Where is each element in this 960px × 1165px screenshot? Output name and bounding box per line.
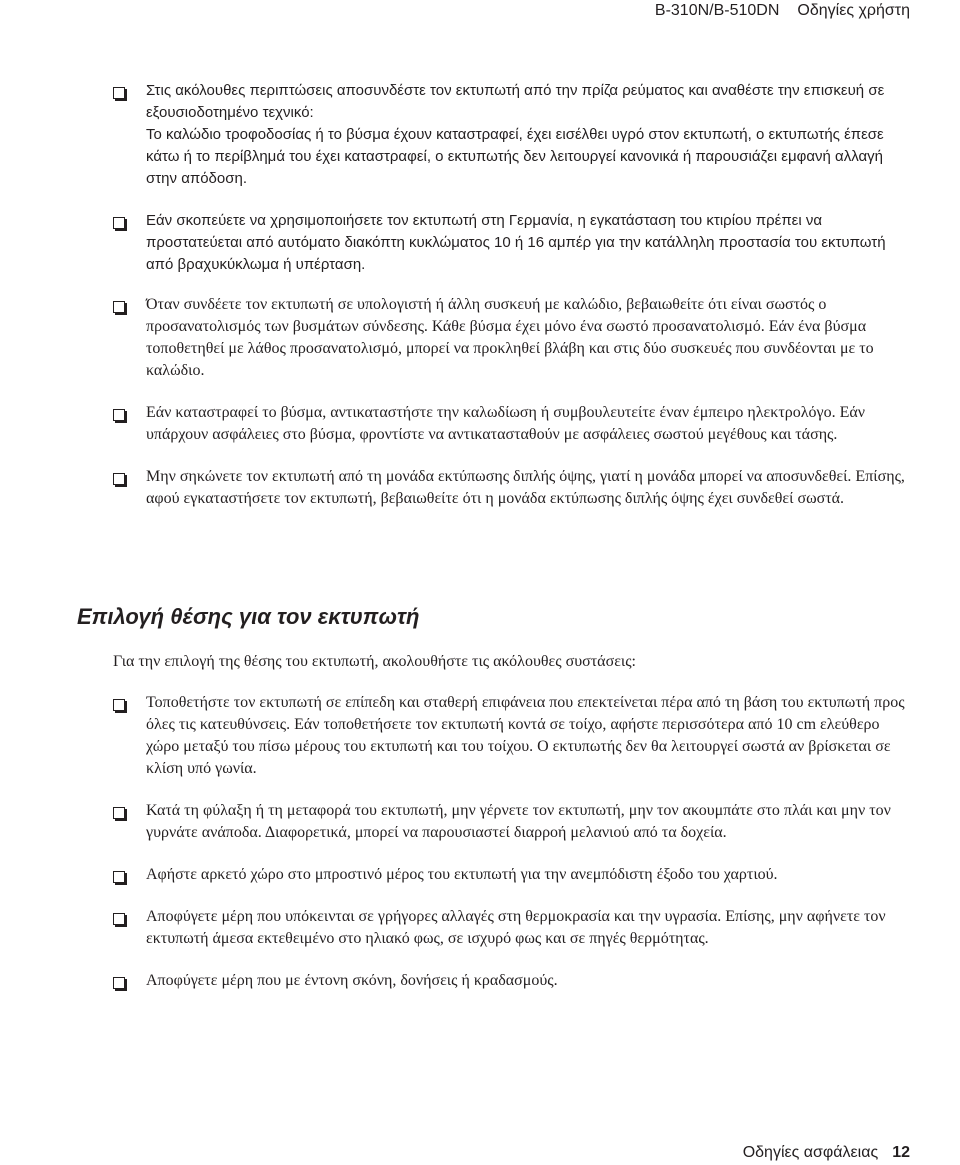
list-item-text: Μην σηκώνετε τον εκτυπωτή από τη μονάδα εκτύπωσης διπλής όψης, γιατί η μονάδα μπορεί να αποσυνδεθεί. Επίσης, αφού εγκαταστήσετε τον εκτυπωτή, βεβαιωθείτε ότι η μονάδα εκτύπωσης διπλής όψης έχει συνδεθεί σωστά. xyxy=(146,468,905,507)
checkbox-bullet-icon xyxy=(113,87,125,99)
list-item xyxy=(113,970,913,992)
list-item xyxy=(113,80,913,190)
page-header xyxy=(655,1,910,21)
page-footer xyxy=(743,1143,910,1163)
section-intro: Για την επιλογή της θέσης του εκτυπωτή, ακολουθήστε τις ακόλουθες συστάσεις: xyxy=(113,653,636,670)
list-item-text: Αποφύγετε μέρη που υπόκεινται σε γρήγορες αλλαγές στη θερμοκρασία και την υγρασία. Επίσης, μην αφήνετε τον εκτυπωτή άμεσα εκτεθειμένο στο ηλιακό φως, σε ισχυρό φως και σε πηγές θερμότητας. xyxy=(146,908,886,947)
checkbox-bullet-icon xyxy=(113,977,125,989)
header-guide-title: Οδηγίες χρήστη xyxy=(797,2,910,19)
list-item-text: Όταν συνδέετε τον εκτυπωτή σε υπολογιστή ή άλλη συσκευή με καλώδιο, βεβαιωθείτε ότι είναι σωστός ο προσανατολισμός των βυσμάτων σύνδεσης. Κάθε βύσμα έχει μόνο ένα σωστό προσανατολισμό. Εάν ένα βύσμα τοποθετηθεί με λάθος προσανατολισμό, μπορεί να προκληθεί βλάβη και στις δύο συσκευές που συνδέονται με το καλώδιο. xyxy=(146,296,874,379)
checkbox-bullet-icon xyxy=(113,699,125,711)
checkbox-bullet-icon xyxy=(113,301,125,313)
checkbox-bullet-icon xyxy=(113,871,125,883)
safety-list xyxy=(113,80,913,530)
list-item-text: Κατά τη φύλαξη ή τη μεταφορά του εκτυπωτή, μην γέρνετε τον εκτυπωτή, μην τον ακουμπάτε στο πλάι και μην τον γυρνάτε ανάποδα. Διαφορετικά, μπορεί να παρουσιαστεί διαρροή μελανιού από τα δοχεία. xyxy=(146,802,891,841)
list-item-text: Αποφύγετε μέρη που με έντονη σκόνη, δονήσεις ή κραδασμούς. xyxy=(146,972,558,989)
placement-list xyxy=(113,692,913,1012)
checkbox-bullet-icon xyxy=(113,913,125,925)
list-item-text: Το καλώδιο τροφοδοσίας ή το βύσμα έχουν καταστραφεί, έχει εισέλθει υγρό στον εκτυπωτή, ο εκτυπωτής έπεσε κάτω ή το περίβλημά του έχει καταστραφεί, ο εκτυπωτής δεν λειτουργεί κανονικά ή παρουσιάζει εμφανή αλλαγή στην απόδοση. xyxy=(146,126,884,187)
list-item xyxy=(113,692,913,780)
checkbox-bullet-icon xyxy=(113,473,125,485)
list-item-text: Τοποθετήστε τον εκτυπωτή σε επίπεδη και σταθερή επιφάνεια που επεκτείνεται πέρα από τη βάση του εκτυπωτή προς όλες τις κατευθύνσεις. Εάν τοποθετήσετε τον εκτυπωτή κοντά σε τοίχο, αφήστε περισσότερα από 10 cm ελεύθερο χώρο μεταξύ του πίσω μέρους του εκτυπωτή και του τοίχου. Ο εκτυπωτής δεν θα λειτουργεί σωστά αν βρίσκεται σε κλίση υπό γωνία. xyxy=(146,694,905,777)
list-item-text: Αφήστε αρκετό χώρο στο μπροστινό μέρος του εκτυπωτή για την ανεμπόδιστη έξοδο του χαρτιού. xyxy=(146,866,778,883)
list-item-text: Εάν καταστραφεί το βύσμα, αντικαταστήστε την καλωδίωση ή συμβουλευτείτε έναν έμπειρο ηλεκτρολόγο. Εάν υπάρχουν ασφάλειες στο βύσμα, φροντίστε να αντικατασταθούν με ασφάλειες σωστού μεγέθους και τάσης. xyxy=(146,404,865,443)
list-item xyxy=(113,864,913,886)
section-title: Επιλογή θέσης για τον εκτυπωτή xyxy=(77,604,420,629)
list-item xyxy=(113,466,913,510)
page-number: 12 xyxy=(892,1144,910,1161)
list-item-text: Εάν σκοπεύετε να χρησιμοποιήσετε τον εκτυπωτή στη Γερμανία, η εγκατάσταση του κτιρίου πρέπει να προστατεύεται από αυτόματο διακόπτη κυκλώματος 10 ή 16 αμπέρ για την κατάλληλη προστασία του εκτυπωτή από βραχυκύκλωμα ή υπέρταση. xyxy=(146,212,886,273)
checkbox-bullet-icon xyxy=(113,217,125,229)
checkbox-bullet-icon xyxy=(113,409,125,421)
list-item xyxy=(113,402,913,446)
checkbox-bullet-icon xyxy=(113,807,125,819)
list-item xyxy=(113,210,913,276)
list-item-text: Στις ακόλουθες περιπτώσεις αποσυνδέστε τον εκτυπωτή από την πρίζα ρεύματος και αναθέστε την επισκευή σε εξουσιοδοτημένο τεχνικό: xyxy=(146,82,885,121)
footer-section-name: Οδηγίες ασφάλειας xyxy=(742,1144,879,1161)
list-item xyxy=(113,800,913,844)
list-item xyxy=(113,294,913,382)
list-item xyxy=(113,906,913,950)
header-model: B-310N/B-510DN xyxy=(654,2,780,19)
